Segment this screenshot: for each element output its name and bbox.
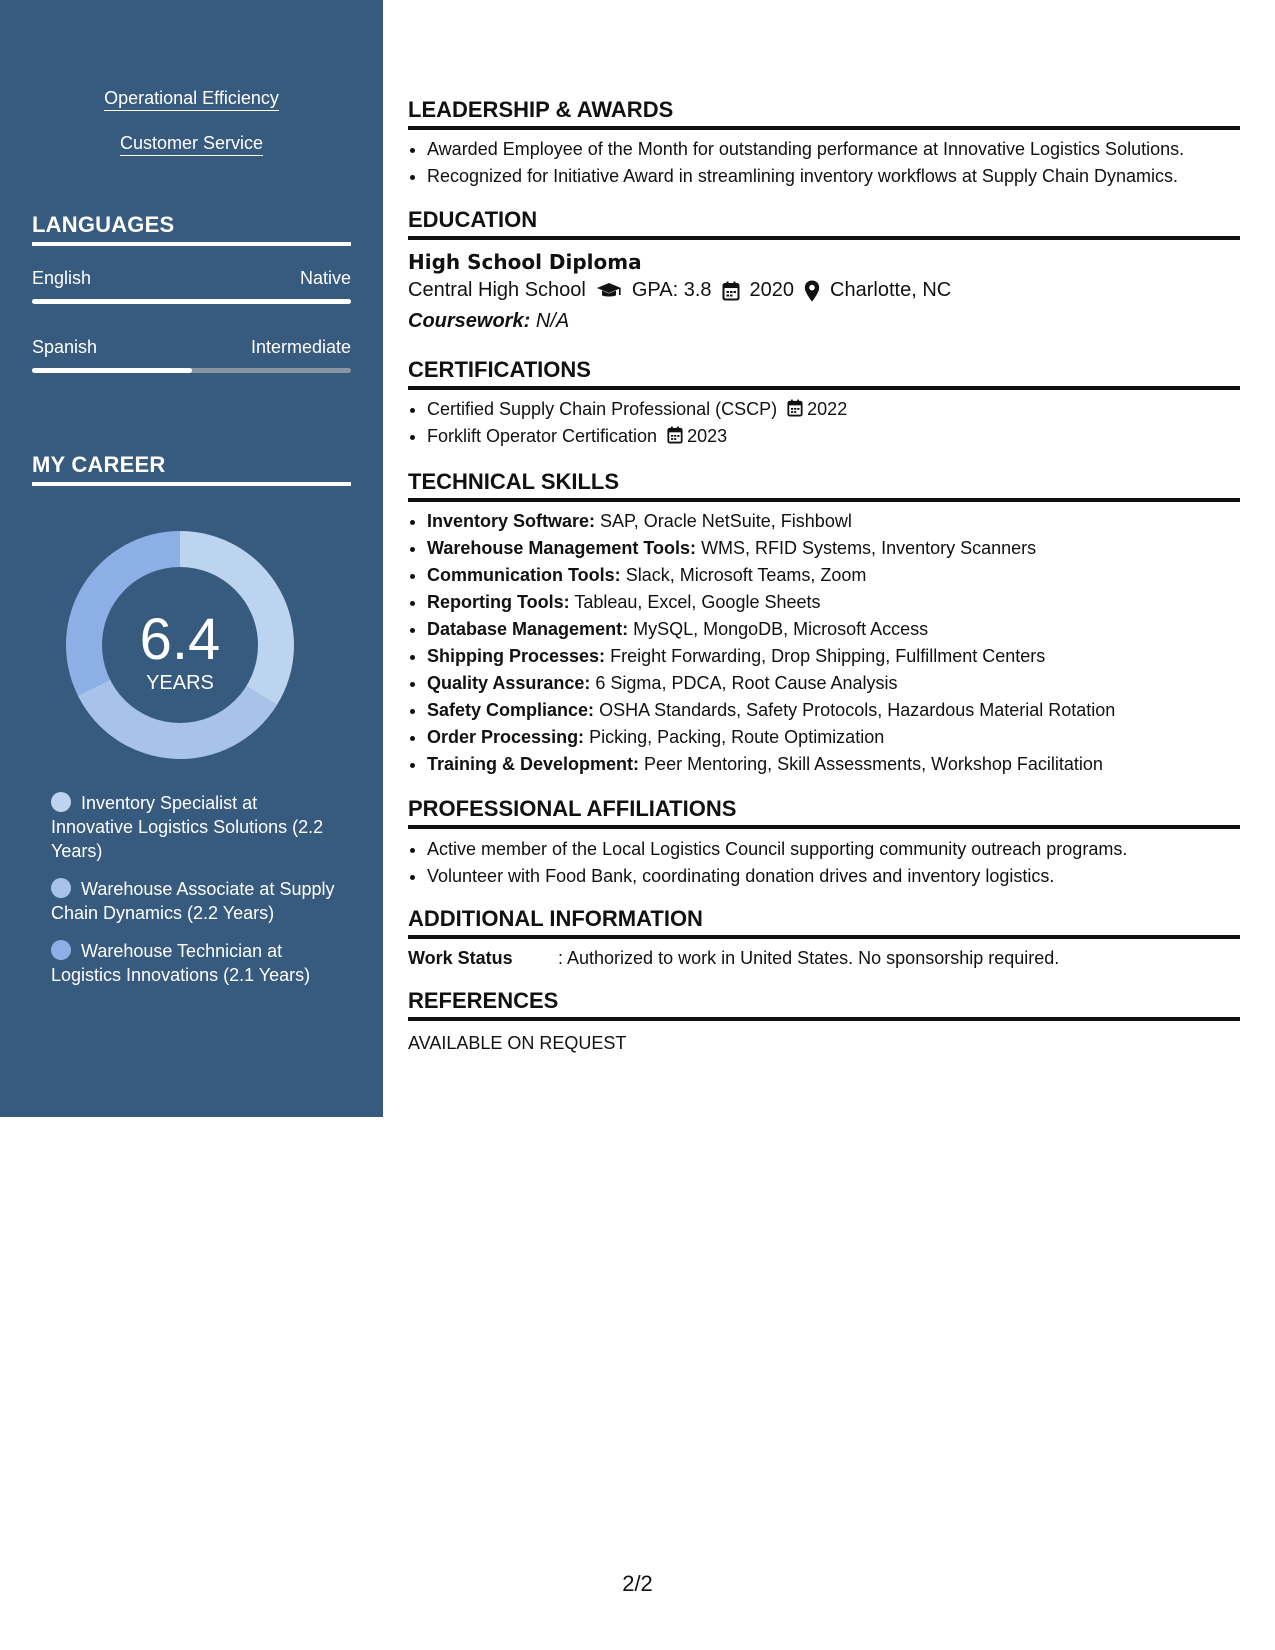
career-heading: MY CAREER [32,452,351,486]
section-heading-education: EDUCATION [408,207,1240,240]
skill-label: Training & Development: [427,754,640,774]
career-legend [51,791,341,1001]
section-heading-leadership: LEADERSHIP & AWARDS [408,97,1240,130]
school-location: Charlotte, NC [830,279,952,301]
section-heading-additional-information: ADDITIONAL INFORMATION [408,906,1240,939]
skill-label: Shipping Processes: [427,646,606,666]
calendar-icon [722,281,740,301]
technical-skill-item [427,670,1259,697]
certification-year: 2023 [687,426,728,446]
list-item [427,396,1259,423]
list-item: • Awarded Employee of the Month for outstanding performance at Innovative Logistics Solutions. [427,136,1259,163]
languages-heading: LANGUAGES [32,212,351,246]
career-legend-item: Inventory Specialist at Innovative Logistics Solutions (2.2 Years) [51,793,324,861]
career-total-years: 6.4 [139,607,221,672]
work-status [408,948,1059,969]
work-status-label: Work Status [408,948,513,968]
technical-skill-item [427,562,1259,589]
language-row-spanish [32,337,351,358]
technical-skill-item [427,724,1259,751]
skill-label: Inventory Software: [427,511,596,531]
language-bar-fill [32,299,351,304]
skill-value: SAP, Oracle NetSuite, Fishbowl [600,511,852,531]
location-pin-icon [804,280,820,302]
technical-skill-item [427,751,1259,778]
skill-value: Peer Mentoring, Skill Assessments, Workshop Facilitation [644,754,1103,774]
certifications-list [408,396,1259,450]
certification-name: Certified Supply Chain Professional (CSCP) [427,399,778,419]
section-heading-technical-skills: TECHNICAL SKILLS [408,469,1240,502]
skill-link-operational-efficiency[interactable]: Operational Efficiency [0,88,383,109]
language-level: Native [299,268,351,288]
language-bar-fill [32,368,192,373]
skill-label: Warehouse Management Tools: [427,538,697,558]
certification-name: Forklift Operator Certification [427,426,658,446]
certification-year: 2022 [807,399,848,419]
page-number: 2/2 [622,1571,653,1596]
technical-skill-item [427,643,1259,670]
section-heading-certifications: CERTIFICATIONS [408,357,1240,390]
skill-label: Quality Assurance: [427,673,591,693]
list-item [427,423,1259,450]
legend-dot-icon [51,878,71,898]
leadership-list [408,136,1259,190]
legend-dot-icon [51,940,71,960]
language-bar-english [32,299,351,304]
skill-value: MySQL, MongoDB, Microsoft Access [633,619,929,639]
technical-skill-item [427,508,1259,535]
language-name: Spanish [32,337,98,357]
graduation-year: 2020 [749,279,795,301]
skill-value: WMS, RFID Systems, Inventory Scanners [701,538,1037,558]
career-legend-item: Warehouse Associate at Supply Chain Dynamics (2.2 Years) [51,879,335,923]
graduation-cap-icon [596,282,622,300]
career-donut-chart [66,531,294,759]
gpa: GPA: 3.8 [631,279,712,301]
education-details [408,279,951,302]
list-item: • Volunteer with Food Bank, coordinating donation drives and inventory logistics. [427,863,1259,890]
technical-skill-item [427,589,1259,616]
work-status-value: : Authorized to work in United States. No sponsorship required. [558,948,1060,968]
skill-label: Safety Compliance: [427,700,595,720]
technical-skill-item [427,535,1259,562]
language-row-english [32,268,351,289]
skill-label: Communication Tools: [427,565,621,585]
degree-title: High School Diploma [408,250,642,274]
skill-value: Slack, Microsoft Teams, Zoom [625,565,867,585]
technical-skill-item [427,697,1259,724]
school-name: Central High School [408,279,586,301]
affiliations-list [408,836,1259,890]
section-heading-affiliations: PROFESSIONAL AFFILIATIONS [408,796,1240,829]
legend-dot-icon [51,792,71,812]
calendar-icon [667,426,683,444]
references-text: AVAILABLE ON REQUEST [408,1033,627,1053]
skill-value: 6 Sigma, PDCA, Root Cause Analysis [595,673,898,693]
calendar-icon [787,399,803,417]
language-bar-spanish [32,368,351,373]
technical-skill-item [427,616,1259,643]
coursework [408,310,569,333]
coursework-label: Coursework: [408,310,531,332]
coursework-value: N/A [535,310,570,332]
list-item: • Recognized for Initiative Award in streamlining inventory workflows at Supply Chain Dynamics. [427,163,1259,190]
skill-value: OSHA Standards, Safety Protocols, Hazardous Material Rotation [599,700,1116,720]
skill-value: Freight Forwarding, Drop Shipping, Fulfillment Centers [610,646,1046,666]
skill-value: Picking, Packing, Route Optimization [589,727,885,747]
list-item: • Active member of the Local Logistics Council supporting community outreach programs. [427,836,1259,863]
language-level: Intermediate [250,337,351,357]
technical-skills-list [408,508,1259,778]
sidebar [0,0,383,1117]
skill-link-customer-service[interactable]: Customer Service [0,133,383,154]
section-heading-references: REFERENCES [408,988,1240,1021]
skill-label: Order Processing: [427,727,585,747]
career-legend-item: Warehouse Technician at Logistics Innovations (2.1 Years) [51,941,311,985]
skill-value: Tableau, Excel, Google Sheets [574,592,821,612]
skill-label: Reporting Tools: [427,592,570,612]
skill-label: Database Management: [427,619,629,639]
career-unit-label: YEARS [146,672,214,694]
language-name: English [32,268,92,288]
